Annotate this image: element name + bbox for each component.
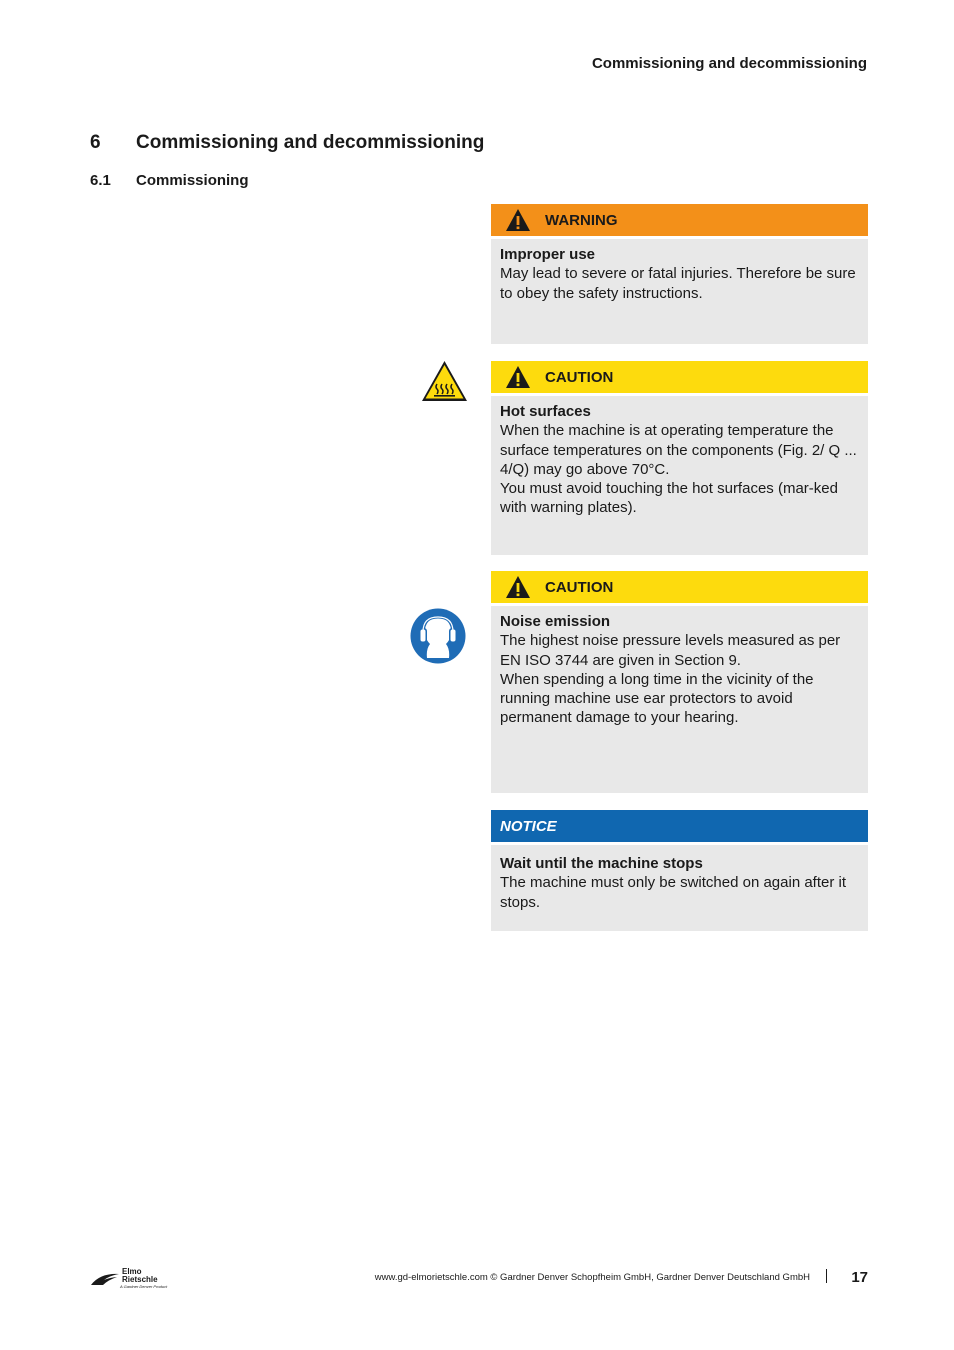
notice-title: Hot surfaces bbox=[500, 403, 591, 420]
warning-header bbox=[491, 204, 868, 239]
page-number: 17 bbox=[851, 1269, 868, 1286]
notice-title: Wait until the machine stops bbox=[500, 855, 703, 872]
notice-wait-until-stop bbox=[491, 810, 868, 931]
section-title: Commissioning and decommissioning bbox=[136, 132, 485, 153]
footer-copyright-text: © Gardner Denver Schopfheim GmbH, Gardner Denver Deutschland GmbH bbox=[490, 1272, 810, 1283]
ear-protection-icon bbox=[408, 606, 468, 671]
company-logo bbox=[90, 1268, 167, 1289]
subsection-heading bbox=[90, 172, 249, 189]
warning-notice-improper-use bbox=[491, 204, 868, 344]
section-number: 6 bbox=[90, 132, 101, 153]
logo-line-2: Rietschle bbox=[122, 1275, 158, 1284]
caution-label: CAUTION bbox=[545, 368, 614, 386]
page-footer bbox=[90, 1268, 868, 1290]
caution-label: CAUTION bbox=[545, 578, 614, 596]
logo-tagline: A Gardner Denver Product bbox=[120, 1284, 168, 1289]
warning-triangle-icon bbox=[491, 208, 545, 232]
notice-text: When the machine is at operating temperature the surface temperatures on the components (Fig. 2/ Q ... 4/Q) may go above 70°C. bbox=[500, 422, 857, 478]
notice-text: The highest noise pressure levels measured as per EN ISO 3744 are given in Section 9. bbox=[500, 632, 841, 669]
running-header: Commissioning and decommissioning bbox=[591, 55, 867, 72]
notice-text: May lead to severe or fatal injuries. Therefore be sure to obey the safety instructions. bbox=[500, 265, 856, 302]
footer-divider bbox=[826, 1269, 827, 1283]
caution-notice-hot-surfaces bbox=[491, 361, 868, 555]
subsection-number: 6.1 bbox=[90, 172, 111, 189]
logo-line-1: Elmo bbox=[122, 1267, 142, 1276]
notice-text: When spending a long time in the vicinity of the running machine use ear protectors to avoid permanent damage to your hearing. bbox=[500, 670, 814, 727]
subsection-title: Commissioning bbox=[136, 172, 249, 189]
hot-surface-warning-icon bbox=[421, 360, 468, 407]
caution-notice-noise-emission bbox=[491, 571, 868, 793]
notice-header bbox=[491, 810, 868, 845]
warning-triangle-icon bbox=[491, 575, 545, 599]
notice-label: NOTICE bbox=[500, 817, 557, 835]
caution-header bbox=[491, 571, 868, 606]
warning-label: WARNING bbox=[545, 211, 618, 229]
section-heading bbox=[90, 132, 484, 154]
footer-copyright bbox=[375, 1272, 810, 1283]
notice-text: You must avoid touching the hot surfaces (mar-ked with warning plates). bbox=[500, 480, 838, 517]
warning-triangle-icon bbox=[491, 365, 545, 389]
logo-swoosh-icon bbox=[90, 1272, 120, 1286]
notice-text: The machine must only be switched on again after it stops. bbox=[500, 874, 847, 911]
notice-title: Improper use bbox=[500, 246, 596, 263]
notice-title: Noise emission bbox=[500, 613, 611, 630]
caution-header bbox=[491, 361, 868, 396]
footer-url[interactable]: www.gd-elmorietschle.com bbox=[374, 1272, 488, 1283]
